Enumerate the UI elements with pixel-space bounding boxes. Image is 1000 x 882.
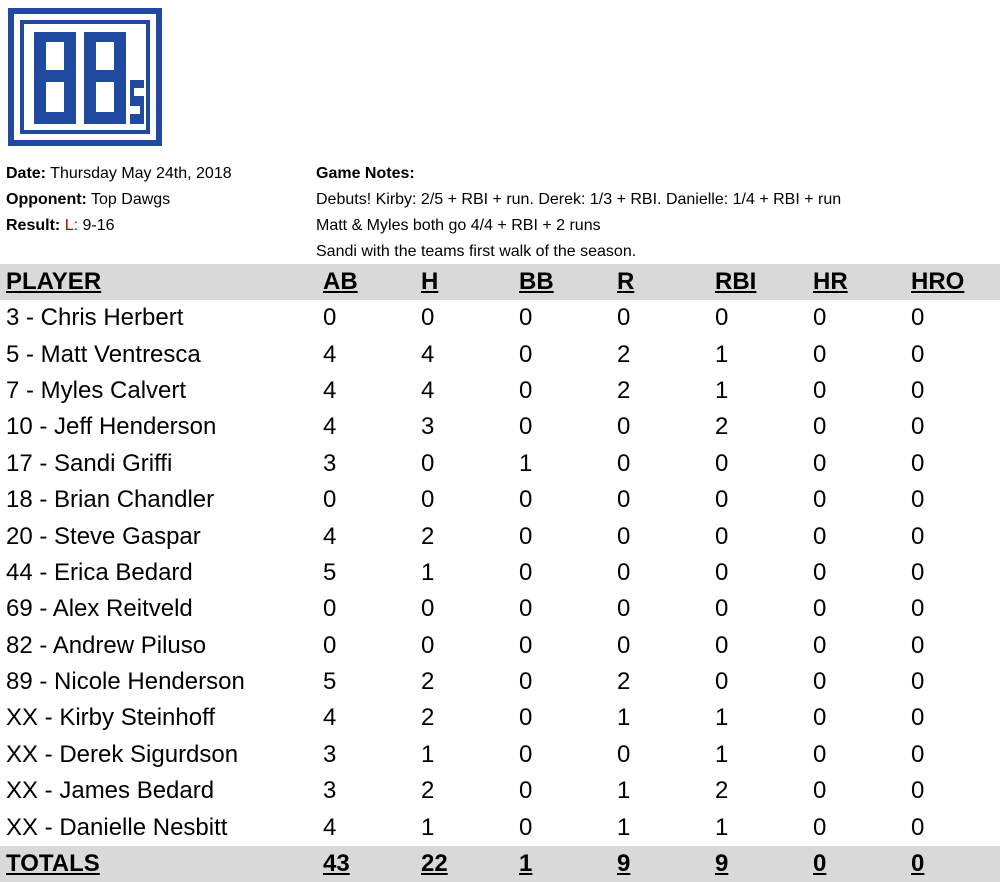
header-player: PLAYER [6, 268, 102, 295]
cell-ab: 0 [323, 631, 337, 659]
cell-h: 1 [421, 813, 435, 841]
cell-r: 1 [617, 777, 631, 805]
cell-hro: 0 [911, 449, 925, 477]
cell-rbi: 2 [715, 413, 729, 441]
cell-player: 82 - Andrew Piluso [6, 631, 207, 659]
totals-bb: 1 [519, 849, 533, 877]
totals-label: TOTALS [6, 849, 100, 877]
cell-h: 2 [421, 522, 435, 550]
cell-bb: 0 [519, 486, 533, 514]
cell-r: 0 [617, 413, 631, 441]
cell-r: 1 [617, 704, 631, 732]
table-row [0, 809, 1000, 845]
table-row [0, 628, 1000, 664]
cell-hr: 0 [813, 558, 827, 586]
cell-rbi: 2 [715, 777, 729, 805]
result-label: Result: [6, 217, 61, 234]
stats-body [0, 300, 1000, 846]
cell-hr: 0 [813, 449, 827, 477]
opponent-line [6, 187, 232, 213]
cell-rbi: 0 [715, 522, 729, 550]
cell-bb: 0 [519, 740, 533, 768]
cell-bb: 0 [519, 413, 533, 441]
cell-player: XX - Derek Sigurdson [6, 740, 239, 768]
cell-bb: 1 [519, 449, 533, 477]
cell-hro: 0 [911, 558, 925, 586]
cell-player: 7 - Myles Calvert [6, 376, 187, 404]
result-outcome: L: [64, 217, 79, 234]
cell-r: 0 [617, 631, 631, 659]
cell-ab: 0 [323, 595, 337, 623]
cell-bb: 0 [519, 777, 533, 805]
notes-heading: Game Notes: [316, 165, 415, 182]
cell-h: 0 [421, 595, 435, 623]
cell-h: 3 [421, 413, 435, 441]
cell-player: XX - Danielle Nesbitt [6, 813, 228, 841]
cell-player: XX - James Bedard [6, 777, 215, 805]
cell-r: 0 [617, 486, 631, 514]
header-hr: HR [813, 268, 848, 295]
cell-player: 69 - Alex Reitveld [6, 595, 193, 623]
cell-r: 2 [617, 376, 631, 404]
date-value: Thursday May 24th, 2018 [50, 165, 232, 182]
cell-rbi: 1 [715, 740, 729, 768]
cell-hr: 0 [813, 340, 827, 368]
cell-h: 0 [421, 631, 435, 659]
table-row [0, 482, 1000, 518]
cell-bb: 0 [519, 522, 533, 550]
cell-ab: 4 [323, 340, 337, 368]
cell-rbi: 0 [715, 631, 729, 659]
table-row [0, 773, 1000, 809]
cell-rbi: 1 [715, 813, 729, 841]
game-notes [316, 161, 841, 265]
table-row [0, 664, 1000, 700]
cell-rbi: 0 [715, 558, 729, 586]
cell-hr: 0 [813, 704, 827, 732]
cell-hro: 0 [911, 740, 925, 768]
header-rbi: RBI [715, 268, 757, 295]
cell-r: 0 [617, 595, 631, 623]
cell-ab: 0 [323, 486, 337, 514]
totals-rbi: 9 [715, 849, 729, 877]
cell-ab: 0 [323, 304, 337, 332]
table-row [0, 409, 1000, 445]
table-row [0, 336, 1000, 372]
cell-r: 2 [617, 668, 631, 696]
cell-bb: 0 [519, 595, 533, 623]
cell-bb: 0 [519, 704, 533, 732]
table-row [0, 373, 1000, 409]
totals-ab: 43 [323, 849, 350, 877]
totals-hr: 0 [813, 849, 827, 877]
cell-bb: 0 [519, 304, 533, 332]
cell-r: 2 [617, 340, 631, 368]
header-bb: BB [519, 268, 554, 295]
cell-r: 1 [617, 813, 631, 841]
table-row [0, 518, 1000, 554]
cell-rbi: 0 [715, 668, 729, 696]
cell-h: 0 [421, 304, 435, 332]
cell-bb: 0 [519, 813, 533, 841]
cell-ab: 5 [323, 668, 337, 696]
note-line: Debuts! Kirby: 2/5 + RBI + run. Derek: 1/3 + RBI. Danielle: 1/4 + RBI + run [316, 191, 842, 208]
header-hro: HRO [911, 268, 965, 295]
cell-hro: 0 [911, 486, 925, 514]
cell-ab: 4 [323, 522, 337, 550]
cell-hr: 0 [813, 813, 827, 841]
result-line [6, 213, 232, 239]
date-line [6, 161, 232, 187]
cell-hr: 0 [813, 413, 827, 441]
table-row [0, 737, 1000, 773]
cell-player: 3 - Chris Herbert [6, 304, 184, 332]
cell-rbi: 1 [715, 376, 729, 404]
cell-hr: 0 [813, 522, 827, 550]
cell-r: 0 [617, 304, 631, 332]
cell-hr: 0 [813, 376, 827, 404]
table-row [0, 700, 1000, 736]
note-line: Matt & Myles both go 4/4 + RBI + 2 runs [316, 217, 601, 234]
cell-hro: 0 [911, 595, 925, 623]
cell-bb: 0 [519, 340, 533, 368]
totals-hro: 0 [911, 849, 925, 877]
cell-r: 0 [617, 449, 631, 477]
cell-hro: 0 [911, 413, 925, 441]
note-line: Sandi with the teams first walk of the season. [316, 243, 637, 260]
cell-rbi: 0 [715, 595, 729, 623]
cell-hro: 0 [911, 631, 925, 659]
cell-hro: 0 [911, 668, 925, 696]
cell-player: 17 - Sandi Griffi [6, 449, 173, 477]
cell-player: 5 - Matt Ventresca [6, 340, 201, 368]
table-row [0, 591, 1000, 627]
cell-r: 0 [617, 522, 631, 550]
cell-h: 4 [421, 340, 435, 368]
cell-ab: 3 [323, 449, 337, 477]
cell-bb: 0 [519, 376, 533, 404]
cell-hro: 0 [911, 522, 925, 550]
cell-rbi: 1 [715, 704, 729, 732]
team-logo [8, 8, 162, 146]
cell-hr: 0 [813, 631, 827, 659]
cell-h: 1 [421, 740, 435, 768]
cell-hro: 0 [911, 777, 925, 805]
header-ab: AB [323, 268, 358, 295]
cell-ab: 3 [323, 777, 337, 805]
header-r: R [617, 268, 635, 295]
date-label: Date: [6, 165, 47, 182]
cell-hr: 0 [813, 486, 827, 514]
cell-player: 10 - Jeff Henderson [6, 413, 217, 441]
cell-h: 0 [421, 486, 435, 514]
cell-h: 4 [421, 376, 435, 404]
cell-hro: 0 [911, 304, 925, 332]
cell-hr: 0 [813, 304, 827, 332]
header-h: H [421, 268, 439, 295]
cell-player: 89 - Nicole Henderson [6, 668, 245, 696]
table-row [0, 555, 1000, 591]
cell-rbi: 0 [715, 449, 729, 477]
cell-rbi: 0 [715, 304, 729, 332]
cell-bb: 0 [519, 668, 533, 696]
cell-hr: 0 [813, 668, 827, 696]
game-info [6, 161, 232, 239]
cell-ab: 4 [323, 704, 337, 732]
cell-hro: 0 [911, 376, 925, 404]
cell-hro: 0 [911, 704, 925, 732]
cell-player: 44 - Erica Bedard [6, 558, 193, 586]
cell-hro: 0 [911, 340, 925, 368]
cell-h: 2 [421, 668, 435, 696]
team-logo-image [8, 8, 162, 146]
cell-ab: 5 [323, 558, 337, 586]
stats-table [0, 264, 1000, 882]
cell-bb: 0 [519, 631, 533, 659]
cell-ab: 4 [323, 813, 337, 841]
totals-h: 22 [421, 849, 448, 877]
cell-player: XX - Kirby Steinhoff [6, 704, 215, 732]
cell-ab: 4 [323, 376, 337, 404]
cell-player: 18 - Brian Chandler [6, 486, 215, 514]
cell-hr: 0 [813, 777, 827, 805]
cell-r: 0 [617, 558, 631, 586]
opponent-label: Opponent: [6, 191, 87, 208]
cell-rbi: 0 [715, 486, 729, 514]
totals-row [0, 846, 1000, 882]
cell-hro: 0 [911, 813, 925, 841]
result-score: 9-16 [82, 217, 115, 234]
cell-rbi: 1 [715, 340, 729, 368]
cell-h: 0 [421, 449, 435, 477]
table-row [0, 300, 1000, 336]
cell-bb: 0 [519, 558, 533, 586]
header-row [0, 264, 1000, 300]
cell-h: 2 [421, 704, 435, 732]
cell-hr: 0 [813, 740, 827, 768]
cell-r: 0 [617, 740, 631, 768]
table-row [0, 446, 1000, 482]
totals-r: 9 [617, 849, 631, 877]
cell-player: 20 - Steve Gaspar [6, 522, 201, 550]
cell-ab: 3 [323, 740, 337, 768]
cell-ab: 4 [323, 413, 337, 441]
cell-h: 1 [421, 558, 435, 586]
opponent-value: Top Dawgs [91, 191, 171, 208]
cell-hr: 0 [813, 595, 827, 623]
cell-h: 2 [421, 777, 435, 805]
